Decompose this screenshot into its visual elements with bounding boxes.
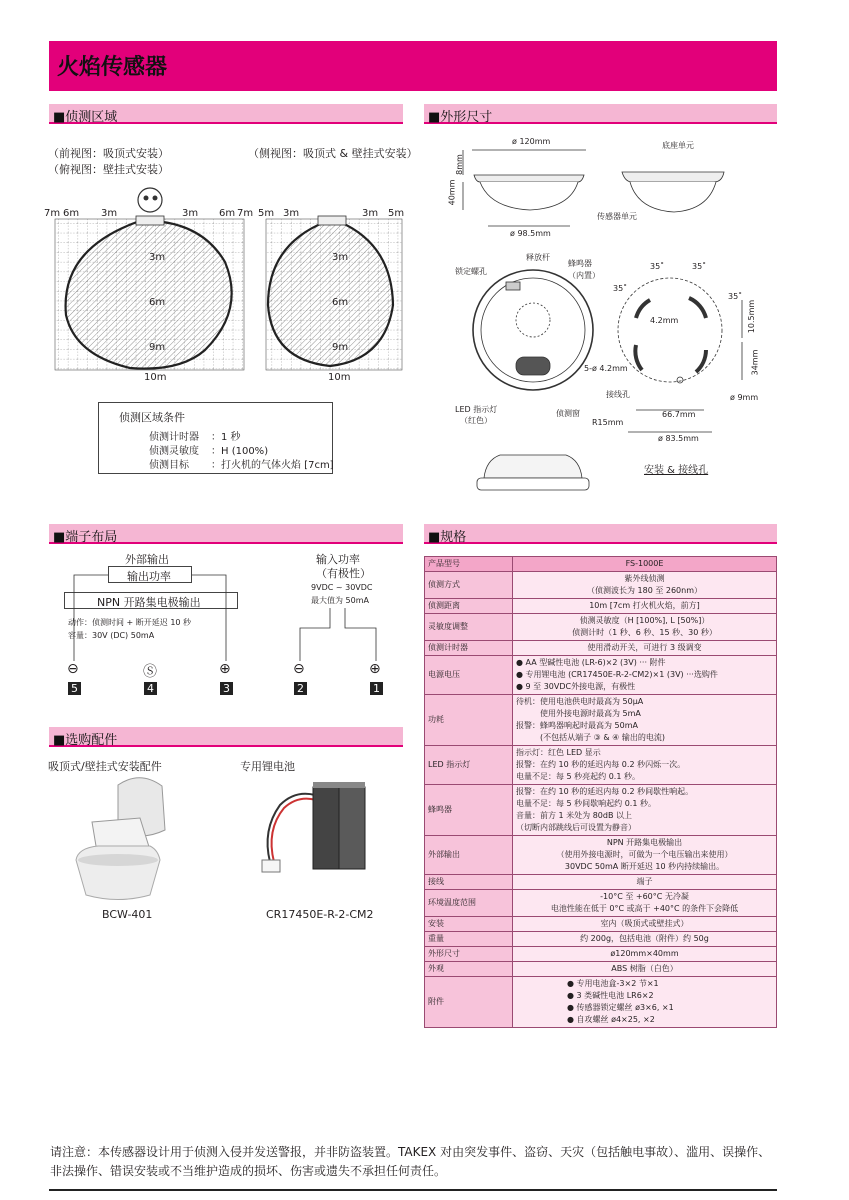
spec-value-line: 指示灯：红色 LED 显示 bbox=[516, 748, 601, 757]
terminal-2-number: 2 bbox=[294, 682, 307, 695]
spec-row bbox=[425, 977, 777, 1028]
dim-40: 40mm bbox=[447, 179, 457, 206]
spec-value-line: ABS 树脂（白色） bbox=[611, 964, 678, 973]
spec-row bbox=[425, 962, 777, 977]
dim-667-label: 66.7mm bbox=[662, 410, 696, 419]
spec-value-line: ø120mm×40mm bbox=[610, 949, 679, 958]
spec-value bbox=[513, 599, 777, 614]
spec-value bbox=[513, 746, 777, 785]
depth-label: 3m bbox=[332, 252, 349, 263]
spec-key: 功耗 bbox=[425, 695, 513, 746]
angle-label: 35˚ bbox=[613, 284, 628, 293]
spec-value bbox=[513, 890, 777, 917]
spec-value-line: ● 专用锂电池 (CR17450E-R-2-CM2)×1 (3V) ···选购件 bbox=[516, 670, 718, 679]
spec-row bbox=[425, 599, 777, 614]
spec-value-line: (不包括从端子 ③ & ④ 输出的电流) bbox=[516, 733, 665, 742]
spec-row bbox=[425, 947, 777, 962]
range-label: 7m bbox=[237, 208, 254, 219]
section-title: ■端子布局 bbox=[53, 530, 118, 545]
spec-row bbox=[425, 932, 777, 947]
footer-rule bbox=[49, 1189, 777, 1191]
range-label: 3m bbox=[362, 208, 379, 219]
hole-42-label: 4.2mm bbox=[650, 316, 679, 325]
side-view-label: （侧视图：吸顶式 & 壁挂式安装） bbox=[248, 147, 418, 160]
spec-row bbox=[425, 890, 777, 917]
spec-value-line: ● AA 型碱性电池 (LR-6)×2 (3V) ··· 附件 bbox=[516, 658, 666, 667]
sensor-unit-label: 传感器单元 bbox=[597, 212, 637, 221]
condition-value: ：H (100%) bbox=[211, 446, 269, 457]
disclaimer-note: 请注意：本传感器设计用于侦测入侵并发送警报，并非防盗装置。TAKEX 对由突发事件、盗窃、天灾（包括触电事故）、滥用、误操作、非法操作、错误安装或不当维护造成的损坏、伤害或遗失不承担任何责任。 bbox=[50, 1145, 771, 1178]
spec-value-line: ● 自攻螺丝 ø4×25, ×2 bbox=[567, 1015, 655, 1024]
action-label: 动作：侦测时间 + 断开延迟 10 秒 bbox=[68, 618, 192, 627]
terminal-5-number: 5 bbox=[68, 682, 81, 695]
spec-value bbox=[513, 557, 777, 572]
spec-value-line: 10m [7cm 打火机火焰，前方] bbox=[589, 601, 700, 610]
terminal-1-number: 1 bbox=[370, 682, 383, 695]
range-label: 6m bbox=[63, 208, 80, 219]
spec-value-line: 音量：前方 1 米处为 80dB 以上 bbox=[516, 811, 633, 820]
lock-screw-label: 锁定螺孔 bbox=[455, 267, 487, 276]
spec-value-line: 使用外接电源时最高为 5mA bbox=[516, 709, 641, 718]
input-power-label: 输入功率 bbox=[316, 553, 360, 566]
spec-key: 外形尺寸 bbox=[425, 947, 513, 962]
spec-row bbox=[425, 836, 777, 875]
condition-value: ：打火机的气体火焰 [7cm] bbox=[211, 460, 334, 471]
spec-value-line: 30VDC 50mA 断开延迟 10 秒内持续输出。 bbox=[564, 862, 725, 871]
spec-value-line: （使用外接电源时，可做为一个电压输出来使用） bbox=[556, 850, 733, 859]
spec-value-line: ● 3 类碱性电池 LR6×2 bbox=[567, 991, 654, 1000]
spec-key: 环境温度范围 bbox=[425, 890, 513, 917]
buzzer-sub-label: （内置） bbox=[568, 271, 600, 280]
depth-label: 3m bbox=[149, 252, 166, 263]
spec-row bbox=[425, 875, 777, 890]
hole-5-label: 5-ø 4.2mm bbox=[584, 364, 628, 373]
spec-value-line: （切断内部跳线后可设置为静音） bbox=[516, 823, 636, 832]
spec-key: LED 指示灯 bbox=[425, 746, 513, 785]
spec-value bbox=[513, 785, 777, 836]
spec-value-line: 电池性能在低于 0°C 或高于 +40°C 的条件下会降低 bbox=[550, 904, 739, 913]
spec-value bbox=[513, 695, 777, 746]
section-title: ■侦测区域 bbox=[53, 110, 118, 125]
depth-label: 6m bbox=[332, 297, 349, 308]
spec-value-line: 侦测计时（1 秒、6 秒、15 秒、30 秒） bbox=[572, 628, 717, 637]
section-title: ■选购配件 bbox=[53, 733, 118, 748]
dim-34-label: 34mm bbox=[750, 349, 760, 376]
spec-key: 安装 bbox=[425, 917, 513, 932]
spec-key: 侦测距离 bbox=[425, 599, 513, 614]
spec-value-line: 电量不足：每 5 秒亮起约 0.1 秒。 bbox=[516, 772, 640, 781]
base-unit-label: 底座单元 bbox=[662, 141, 694, 150]
spec-key: 侦测计时器 bbox=[425, 641, 513, 656]
bottom-range-label: 10m bbox=[144, 372, 167, 383]
terminal-2-symbol: ⊖ bbox=[293, 661, 305, 677]
spec-row bbox=[425, 614, 777, 641]
dim-9-label: ø 9mm bbox=[730, 393, 759, 402]
dim-98: ø 98.5mm bbox=[510, 229, 551, 238]
spec-row bbox=[425, 917, 777, 932]
spec-key: 外观 bbox=[425, 962, 513, 977]
terminal-3-symbol: ⊕ bbox=[219, 661, 231, 677]
spec-value bbox=[513, 875, 777, 890]
range-label: 7m bbox=[44, 208, 61, 219]
dim-120: ø 120mm bbox=[512, 137, 551, 146]
condition-value: ：1 秒 bbox=[211, 432, 241, 443]
mount-model: BCW-401 bbox=[102, 908, 153, 921]
spec-value bbox=[513, 836, 777, 875]
spec-value-line: 报警：在约 10 秒的延迟内每 0.2 秒闪烁一次。 bbox=[516, 760, 686, 769]
spec-value-line: 紫外线侦测 bbox=[624, 574, 665, 583]
section-title: ■外形尺寸 bbox=[428, 110, 493, 125]
spec-value-line: （侦测波长为 180 至 260nm） bbox=[586, 586, 703, 595]
window-label: 侦测窗 bbox=[556, 409, 580, 418]
spec-value-line: 侦测灵敏度（H [100%], L [50%]） bbox=[579, 616, 710, 625]
spec-row bbox=[425, 785, 777, 836]
spec-value-line: 待机：使用电池供电时最高为 50μA bbox=[516, 697, 644, 706]
capacity-label: 容量：30V (DC) 50mA bbox=[68, 631, 155, 640]
spec-table bbox=[424, 556, 777, 1028]
led-sub-label: （红色） bbox=[460, 416, 492, 425]
angle-label: 35˚ bbox=[728, 292, 743, 301]
depth-label: 9m bbox=[332, 342, 349, 353]
angle-label: 35˚ bbox=[650, 262, 665, 271]
spec-row bbox=[425, 572, 777, 599]
dim-105-label: 10.5mm bbox=[747, 299, 757, 334]
spec-key: 外部输出 bbox=[425, 836, 513, 875]
terminal-5-symbol: ⊖ bbox=[67, 661, 79, 677]
spec-value-line: 电量不足：每 5 秒间歇响起约 0.1 秒。 bbox=[516, 799, 656, 808]
release-lever-label: 释放杆 bbox=[526, 253, 550, 262]
spec-row bbox=[425, 695, 777, 746]
depth-label: 6m bbox=[149, 297, 166, 308]
spec-value-line: NPN 开路集电极输出 bbox=[606, 838, 683, 847]
angle-label: 35˚ bbox=[692, 262, 707, 271]
r15-label: R15mm bbox=[592, 418, 624, 427]
spec-key: 蜂鸣器 bbox=[425, 785, 513, 836]
range-label: 3m bbox=[101, 208, 118, 219]
range-label: 3m bbox=[283, 208, 300, 219]
mount-title: 吸顶式/壁挂式安装配件 bbox=[48, 760, 162, 773]
condition-key: 侦测目标 bbox=[149, 460, 189, 471]
spec-row bbox=[425, 557, 777, 572]
max-current-label: 最大值为 50mA bbox=[311, 596, 369, 605]
spec-key: 灵敏度调整 bbox=[425, 614, 513, 641]
spec-key: 电源电压 bbox=[425, 656, 513, 695]
spec-value bbox=[513, 977, 777, 1028]
wire-hole-label: 接线孔 bbox=[606, 390, 630, 399]
top-view-label: （俯视图：壁挂式安装） bbox=[48, 163, 169, 176]
ext-output-label: 外部输出 bbox=[125, 553, 169, 566]
spec-value bbox=[513, 614, 777, 641]
section-title: ■规格 bbox=[428, 530, 467, 545]
spec-value-line: 使用滑动开关，可进行 3 级调变 bbox=[587, 643, 702, 652]
spec-key: 产品型号 bbox=[425, 557, 513, 572]
spec-value bbox=[513, 917, 777, 932]
terminal-3-number: 3 bbox=[220, 682, 233, 695]
front-view-label: （前视图：吸顶式安装） bbox=[48, 147, 169, 160]
battery-model: CR17450E-R-2-CM2 bbox=[266, 908, 374, 921]
spec-row bbox=[425, 641, 777, 656]
spec-value-line: 约 200g，包括电池（附件）约 50g bbox=[580, 934, 709, 943]
terminal-4-number: 4 bbox=[144, 682, 157, 695]
condition-key: 侦测计时器 bbox=[149, 432, 199, 443]
spec-value bbox=[513, 572, 777, 599]
vdc-label: 9VDC ~ 30VDC bbox=[311, 583, 373, 592]
spec-value-line: ● 专用电池盒-3×2 节×1 bbox=[567, 979, 659, 988]
spec-value bbox=[513, 641, 777, 656]
page-title: 火焰传感器 bbox=[57, 55, 168, 80]
spec-value-line: 室内（吸顶式或壁挂式） bbox=[600, 919, 689, 928]
spec-value-line: 报警：蜂鸣器响起时最高为 50mA bbox=[516, 721, 638, 730]
spec-value bbox=[513, 656, 777, 695]
mount-bracket-image bbox=[76, 778, 165, 900]
dim-8: 8mm bbox=[454, 154, 464, 175]
spec-value-line: 报警：在约 10 秒的延迟内每 0.2 秒间歇性响起。 bbox=[516, 787, 694, 796]
spec-value bbox=[513, 947, 777, 962]
spec-value-line: ● 9 至 30VDC外接电源，有极性 bbox=[516, 682, 636, 691]
spec-key: 侦测方式 bbox=[425, 572, 513, 599]
spec-row bbox=[425, 746, 777, 785]
led-label: LED 指示灯 bbox=[455, 405, 498, 414]
spec-value-line: 端子 bbox=[636, 877, 653, 886]
terminal-4-symbol: Ⓢ bbox=[143, 664, 157, 680]
spec-key: 接线 bbox=[425, 875, 513, 890]
range-label: 3m bbox=[182, 208, 199, 219]
spec-value-line: -10°C 至 +60°C 无冷凝 bbox=[600, 892, 689, 901]
condition-key: 侦测灵敏度 bbox=[149, 446, 199, 457]
battery-title: 专用锂电池 bbox=[240, 760, 295, 773]
spec-value-line: FS-1000E bbox=[625, 559, 664, 568]
dim-835-label: ø 83.5mm bbox=[658, 434, 699, 443]
bottom-range-label: 10m bbox=[328, 372, 351, 383]
spec-row bbox=[425, 656, 777, 695]
conditions-title: 侦测区域条件 bbox=[119, 411, 185, 424]
output-power-label: 输出功率 bbox=[127, 570, 171, 583]
battery-image bbox=[262, 782, 365, 872]
install-label: 安装 & 接线孔 bbox=[644, 465, 709, 476]
spec-value bbox=[513, 962, 777, 977]
terminal-1-symbol: ⊕ bbox=[369, 661, 381, 677]
range-label: 5m bbox=[388, 208, 405, 219]
spec-key: 重量 bbox=[425, 932, 513, 947]
spec-value-line: ● 传感器锁定螺丝 ø3×6, ×1 bbox=[567, 1003, 674, 1012]
spec-key: 附件 bbox=[425, 977, 513, 1028]
range-label: 6m bbox=[219, 208, 236, 219]
npn-label: NPN 开路集电极输出 bbox=[97, 596, 201, 609]
buzzer-label: 蜂鸣器 bbox=[568, 259, 592, 268]
range-label: 5m bbox=[258, 208, 275, 219]
spec-value bbox=[513, 932, 777, 947]
polarity-label: （有极性） bbox=[316, 567, 371, 580]
depth-label: 9m bbox=[149, 342, 166, 353]
